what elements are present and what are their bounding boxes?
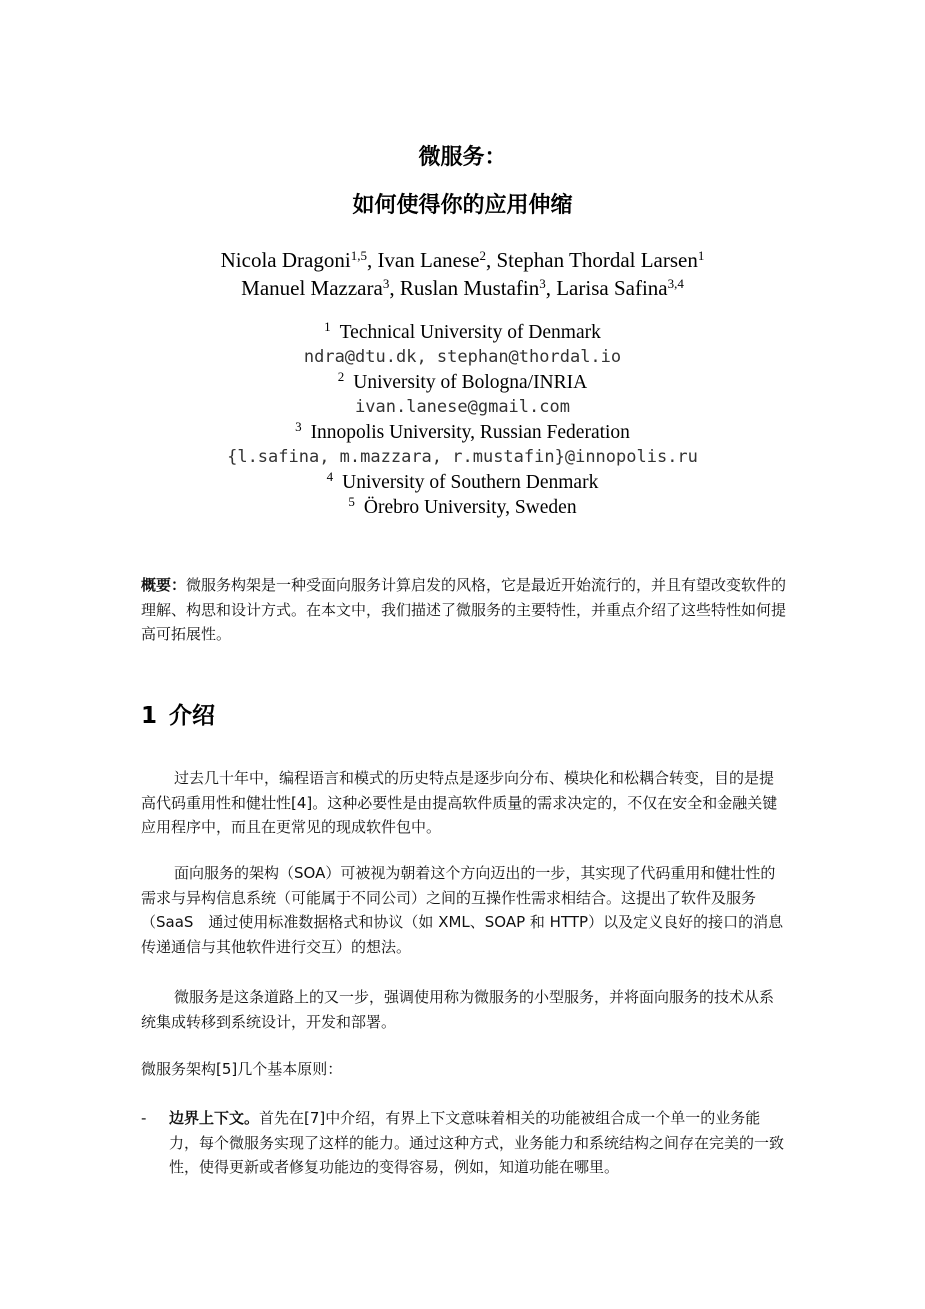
author-line <box>0 274 925 302</box>
bullet-marker: - <box>141 1109 147 1127</box>
affiliation-number: 3 <box>295 419 302 434</box>
affiliation-2-email: ivan.lanese@gmail.com <box>355 397 570 417</box>
affiliation-name: University of Southern Denmark <box>342 472 599 493</box>
affiliation-3-email: {l.safina, m.mazzara, r.mustafin}@innopolis.ru <box>227 447 698 467</box>
abstract <box>141 573 787 647</box>
author-affil-sup: 1 <box>697 248 705 263</box>
author-separator: , <box>485 248 497 272</box>
author-list <box>0 246 925 302</box>
author-affil-sup: 3 <box>539 276 546 291</box>
author-name: Nicola Dragoni <box>220 248 351 272</box>
section-number: 1 <box>141 703 158 729</box>
author-affil-sup: 2 <box>479 248 486 263</box>
author-name: Ruslan Mustafin <box>399 276 540 300</box>
affiliation-name: University of Bologna/INRIA <box>353 372 588 393</box>
paper-title: 微服务： <box>418 145 507 170</box>
affiliation-list <box>0 320 925 520</box>
paragraph: 微服务架构[5]几个基本原则： <box>141 1060 343 1078</box>
author-separator: , <box>389 276 400 300</box>
section-title: 介绍 <box>169 703 216 729</box>
affiliation-3 <box>0 420 925 445</box>
affiliation-5 <box>0 495 925 520</box>
author-name: Manuel Mazzara <box>241 276 383 300</box>
author-separator: , <box>366 248 378 272</box>
author-name: Ivan Lanese <box>377 248 480 272</box>
author-affil-sup: 3 <box>382 276 390 291</box>
affiliation-4 <box>0 470 925 495</box>
author-line <box>0 246 925 274</box>
author-separator: , <box>545 276 557 300</box>
author-name: Larisa Safina <box>556 276 668 300</box>
affiliation-number: 5 <box>348 494 355 509</box>
author-name: Stephan Thordal Larsen <box>496 248 698 272</box>
affiliation-1-email: ndra@dtu.dk, stephan@thordal.io <box>303 347 622 367</box>
affiliation-1 <box>0 320 925 345</box>
paper-subtitle: 如何使得你的应用伸缩 <box>352 193 573 218</box>
list-item-lead: 边界上下文。 <box>169 1109 260 1127</box>
list-item-text: 首先在[7]中介绍，有界上下文意味着相关的功能被组合成一个单一的业务能力，每个微服务实现了这样的能力。通过这种方式，业务能力和系统结构之间存在完美的一致性，使得更新或者修复功能边的变得容易，例如，知道功能在哪里。 <box>169 1109 785 1176</box>
author-affil-sup: 3,4 <box>667 276 684 291</box>
abstract-label: 概要： <box>141 576 187 594</box>
paragraph: 面向服务的架构（SOA）可被视为朝着这个方向迈出的一步，其实现了代码重用和健壮性的需求与异构信息系统（可能属于不同公司）之间的互操作性需求相结合。这提出了软件及服务（SaaS 通过使用标准数据格式和协议（如 XML、SOAP 和 HTTP）以及定义良好的接口的消息传递通信与其他软件进行交互）的想法。 <box>141 864 784 956</box>
paragraph: 微服务是这条道路上的又一步，强调使用称为微服务的小型服务，并将面向服务的技术从系统集成转移到系统设计，开发和部署。 <box>141 988 775 1031</box>
list-item <box>141 1106 787 1180</box>
section-heading <box>141 697 215 730</box>
paragraph: 过去几十年中，编程语言和模式的历史特点是逐步向分布、模块化和松耦合转变，目的是提高代码重用性和健壮性[4]。这种必要性是由提高软件质量的需求决定的，不仅在安全和金融关键应用程序中，而且在更常见的现成软件包中。 <box>141 769 778 836</box>
affiliation-name: Örebro University, Sweden <box>363 497 577 518</box>
affiliation-number: 2 <box>337 369 345 384</box>
abstract-text: 微服务构架是一种受面向服务计算启发的风格，它是最近开始流行的，并且有望改变软件的理解、构思和设计方式。在本文中，我们描述了微服务的主要特性，并重点介绍了这些特性如何提高可拓展性。 <box>141 576 787 643</box>
affiliation-number: 4 <box>326 469 334 484</box>
author-affil-sup: 1,5 <box>350 248 367 263</box>
list-item-content <box>169 1106 787 1180</box>
affiliation-2 <box>0 370 925 395</box>
affiliation-name: Innopolis University, Russian Federation <box>310 422 630 443</box>
affiliation-name: Technical University of Denmark <box>339 322 601 343</box>
affiliation-number: 1 <box>324 319 331 334</box>
